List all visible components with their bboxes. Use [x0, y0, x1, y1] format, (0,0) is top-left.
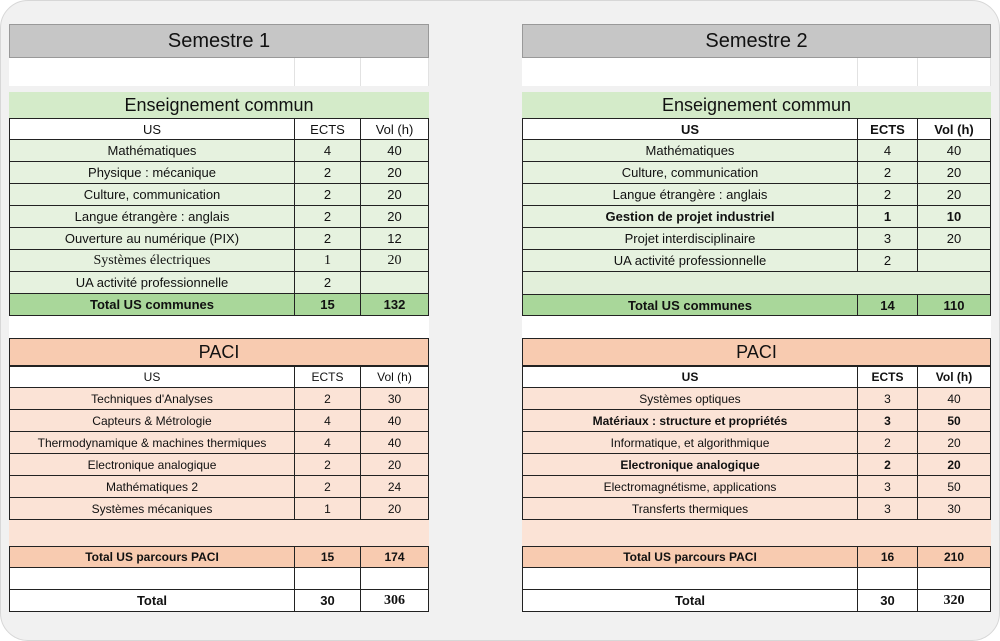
- course-ects: 2: [295, 454, 361, 476]
- course-vol: 30: [918, 498, 991, 520]
- table-row: [9, 228, 429, 250]
- table-row: [9, 410, 429, 432]
- course-name: Systèmes électriques: [9, 250, 295, 272]
- course-name: Mathématiques: [522, 140, 858, 162]
- header-us: US: [9, 367, 295, 388]
- total-ects: 15: [295, 294, 361, 316]
- grand-total-vol: 320: [918, 590, 991, 612]
- course-ects: 3: [858, 388, 918, 410]
- total-label: Total US parcours PACI: [9, 547, 295, 568]
- header-us: US: [9, 119, 295, 140]
- course-name: Langue étrangère : anglais: [522, 184, 858, 206]
- grand-total-ects: 30: [858, 590, 918, 612]
- table-row: [9, 206, 429, 228]
- table-row: [522, 162, 991, 184]
- table-header-row: [9, 118, 429, 140]
- table-row: [522, 410, 991, 432]
- course-name: Transferts thermiques: [522, 498, 858, 520]
- course-name: UA activité professionnelle: [522, 250, 858, 272]
- total-ects: 14: [858, 295, 918, 316]
- spacer-row: [9, 316, 429, 338]
- header-vol: Vol (h): [361, 367, 429, 388]
- course-ects: 1: [295, 250, 361, 272]
- total-vol: 110: [918, 295, 991, 316]
- common-section-title: Enseignement commun: [522, 92, 991, 118]
- course-vol: 40: [918, 140, 991, 162]
- paci-section-title: PACI: [522, 338, 991, 366]
- grand-total-row: [9, 590, 429, 612]
- course-ects: 2: [858, 432, 918, 454]
- course-name: Matériaux : structure et propriétés: [522, 410, 858, 432]
- course-vol: 20: [361, 162, 429, 184]
- header-us: US: [522, 119, 858, 140]
- spacer-row: [522, 272, 991, 294]
- semester-2-title: Semestre 2: [522, 24, 991, 58]
- course-name: Electromagnétisme, applications: [522, 476, 858, 498]
- course-vol: 20: [361, 206, 429, 228]
- course-name: Capteurs & Métrologie: [9, 410, 295, 432]
- table-row: [9, 184, 429, 206]
- course-vol: 20: [361, 250, 429, 272]
- course-ects: 2: [858, 250, 918, 272]
- paci-total-row: [522, 546, 991, 568]
- common-total-row: [522, 294, 991, 316]
- table-row: [9, 140, 429, 162]
- course-ects: 2: [295, 162, 361, 184]
- semester-1-table: [9, 24, 429, 612]
- spacer-row: [522, 520, 991, 546]
- semester-1-title: Semestre 1: [9, 24, 429, 58]
- table-row: [9, 432, 429, 454]
- spacer-row: [9, 568, 429, 590]
- course-ects: 2: [295, 388, 361, 410]
- header-ects: ECTS: [295, 119, 361, 140]
- table-row: [522, 250, 991, 272]
- spacer-row: [9, 58, 429, 86]
- table-row: [9, 454, 429, 476]
- course-ects: 3: [858, 498, 918, 520]
- course-name: Mathématiques 2: [9, 476, 295, 498]
- course-vol: 20: [918, 454, 991, 476]
- grand-total-row: [522, 590, 991, 612]
- total-vol: 132: [361, 294, 429, 316]
- course-vol: 20: [918, 184, 991, 206]
- total-ects: 15: [295, 547, 361, 568]
- table-row: [9, 476, 429, 498]
- course-name: Systèmes optiques: [522, 388, 858, 410]
- course-name: Mathématiques: [9, 140, 295, 162]
- course-name: Physique : mécanique: [9, 162, 295, 184]
- table-row: [522, 432, 991, 454]
- table-row: [522, 140, 991, 162]
- paci-section-title: PACI: [9, 338, 429, 366]
- course-name: Informatique, et algorithmique: [522, 432, 858, 454]
- course-vol: 24: [361, 476, 429, 498]
- grand-total-label: Total: [9, 590, 295, 612]
- course-ects: 2: [295, 272, 361, 294]
- course-vol: [918, 250, 991, 272]
- semester-2-table: [522, 24, 991, 612]
- course-name: Systèmes mécaniques: [9, 498, 295, 520]
- course-ects: 1: [858, 206, 918, 228]
- course-name: Culture, communication: [522, 162, 858, 184]
- course-ects: 2: [295, 228, 361, 250]
- course-vol: 50: [918, 476, 991, 498]
- header-us: US: [522, 367, 858, 388]
- common-section-title: Enseignement commun: [9, 92, 429, 118]
- paci-total-row: [9, 546, 429, 568]
- course-ects: 2: [858, 454, 918, 476]
- course-name: Thermodynamique & machines thermiques: [9, 432, 295, 454]
- grand-total-label: Total: [522, 590, 858, 612]
- course-ects: 3: [858, 410, 918, 432]
- table-row: [522, 388, 991, 410]
- course-vol: 12: [361, 228, 429, 250]
- spacer-row: [522, 568, 991, 590]
- course-name: Electronique analogique: [522, 454, 858, 476]
- course-ects: 2: [295, 184, 361, 206]
- course-vol: [361, 272, 429, 294]
- table-row: [522, 206, 991, 228]
- header-ects: ECTS: [858, 119, 918, 140]
- table-row: [9, 272, 429, 294]
- total-label: Total US communes: [522, 295, 858, 316]
- header-vol: Vol (h): [918, 119, 991, 140]
- course-ects: 2: [858, 184, 918, 206]
- spacer-row: [522, 58, 991, 86]
- course-vol: 20: [361, 454, 429, 476]
- course-name: UA activité professionnelle: [9, 272, 295, 294]
- course-ects: 4: [295, 410, 361, 432]
- course-name: Langue étrangère : anglais: [9, 206, 295, 228]
- course-name: Projet interdisciplinaire: [522, 228, 858, 250]
- common-total-row: [9, 294, 429, 316]
- header-vol: Vol (h): [918, 367, 991, 388]
- table-row: [9, 250, 429, 272]
- course-ects: 2: [858, 162, 918, 184]
- total-vol: 174: [361, 547, 429, 568]
- header-vol: Vol (h): [361, 119, 429, 140]
- table-row: [522, 228, 991, 250]
- course-name: Culture, communication: [9, 184, 295, 206]
- course-vol: 20: [918, 228, 991, 250]
- table-header-row: [9, 366, 429, 388]
- table-row: [522, 476, 991, 498]
- total-vol: 210: [918, 547, 991, 568]
- table-row: [9, 498, 429, 520]
- course-ects: 1: [295, 498, 361, 520]
- header-ects: ECTS: [858, 367, 918, 388]
- total-label: Total US communes: [9, 294, 295, 316]
- grand-total-ects: 30: [295, 590, 361, 612]
- course-name: Electronique analogique: [9, 454, 295, 476]
- course-ects: 4: [858, 140, 918, 162]
- course-vol: 20: [918, 432, 991, 454]
- course-vol: 40: [361, 410, 429, 432]
- table-row: [9, 388, 429, 410]
- header-ects: ECTS: [295, 367, 361, 388]
- spacer-row: [522, 316, 991, 338]
- course-ects: 3: [858, 476, 918, 498]
- table-header-row: [522, 366, 991, 388]
- course-ects: 4: [295, 432, 361, 454]
- table-row: [522, 498, 991, 520]
- course-ects: 2: [295, 476, 361, 498]
- table-header-row: [522, 118, 991, 140]
- course-vol: 20: [918, 162, 991, 184]
- course-ects: 4: [295, 140, 361, 162]
- total-ects: 16: [858, 547, 918, 568]
- course-vol: 10: [918, 206, 991, 228]
- course-vol: 40: [361, 140, 429, 162]
- course-vol: 20: [361, 498, 429, 520]
- course-name: Ouverture au numérique (PIX): [9, 228, 295, 250]
- course-vol: 50: [918, 410, 991, 432]
- course-ects: 2: [295, 206, 361, 228]
- course-vol: 40: [918, 388, 991, 410]
- course-vol: 20: [361, 184, 429, 206]
- course-ects: 3: [858, 228, 918, 250]
- table-row: [522, 184, 991, 206]
- table-row: [522, 454, 991, 476]
- course-vol: 40: [361, 432, 429, 454]
- course-name: Gestion de projet industriel: [522, 206, 858, 228]
- course-vol: 30: [361, 388, 429, 410]
- total-label: Total US parcours PACI: [522, 547, 858, 568]
- table-row: [9, 162, 429, 184]
- course-name: Techniques d'Analyses: [9, 388, 295, 410]
- grand-total-vol: 306: [361, 590, 429, 612]
- spacer-row: [9, 520, 429, 546]
